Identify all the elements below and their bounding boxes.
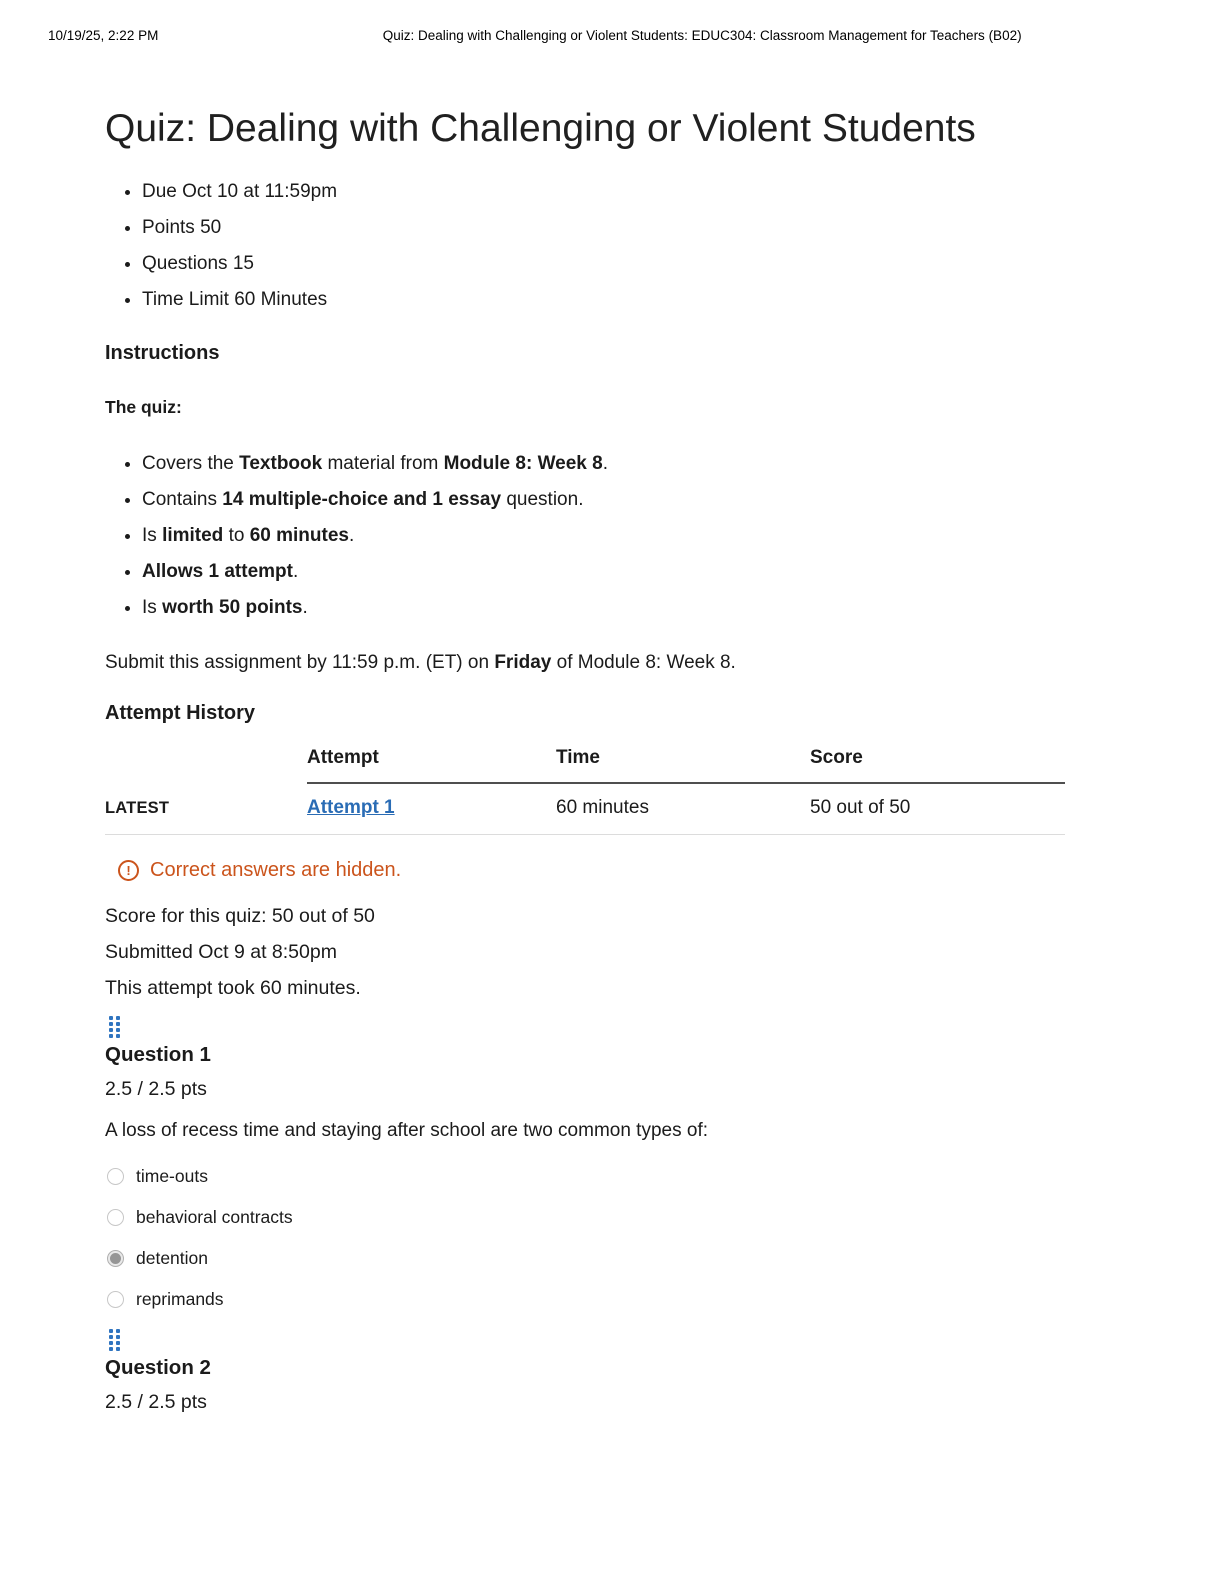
instruction-item: • Covers the Textbook material from Module 8: Week 8. <box>142 446 1065 482</box>
drag-handle-icon[interactable] <box>109 1329 120 1351</box>
submitted-line: Submitted Oct 9 at 8:50pm <box>105 941 337 963</box>
answer-option <box>107 1156 1065 1197</box>
submit-note: Submit this assignment by 11:59 p.m. (ET) on Friday of Module 8: Week 8. <box>105 652 736 673</box>
answer-option <box>107 1197 1065 1238</box>
radio-button[interactable] <box>107 1291 124 1308</box>
answer-options <box>105 1156 1065 1320</box>
drag-handle-icon[interactable] <box>109 1016 120 1038</box>
print-header-datetime: 10/19/25, 2:22 PM <box>48 28 159 43</box>
instructions-intro: The quiz: <box>105 397 182 417</box>
question-prompt: A loss of recess time and staying after school are two common types of: <box>105 1120 708 1141</box>
table-cell-score: 50 out of 50 <box>810 784 1065 835</box>
attempt-latest-label: LATEST <box>105 798 170 817</box>
result-summary <box>105 898 1065 1006</box>
answer-option-label[interactable]: behavioral contracts <box>136 1207 293 1227</box>
print-header <box>48 28 1176 43</box>
table-cell-time: 60 minutes <box>556 784 810 835</box>
question-title: Question 1 <box>105 1043 211 1066</box>
quiz-meta-list <box>105 174 1065 318</box>
correct-answers-hidden-notice <box>118 859 1065 882</box>
attempt-history-heading: Attempt History <box>105 702 256 724</box>
answer-option-label[interactable]: reprimands <box>136 1289 224 1309</box>
answer-option-label[interactable]: detention <box>136 1248 209 1268</box>
table-header-blank <box>105 735 307 784</box>
instruction-item: • Allows 1 attempt. <box>142 554 1065 590</box>
radio-button[interactable] <box>107 1250 124 1267</box>
instruction-item: • Is limited to 60 minutes. <box>142 518 1065 554</box>
question-points: 2.5 / 2.5 pts <box>105 1391 207 1413</box>
attempt-duration-line: This attempt took 60 minutes. <box>105 977 361 999</box>
question-points: 2.5 / 2.5 pts <box>105 1078 207 1100</box>
quiz-score-line: Score for this quiz: 50 out of 50 <box>105 905 375 927</box>
quiz-meta-questions: • Questions 15 <box>142 246 1065 282</box>
quiz-meta-points: • Points 50 <box>142 210 1065 246</box>
instruction-item: • Is worth 50 points. <box>142 590 1065 626</box>
table-cell-attempt <box>307 784 556 835</box>
question-2 <box>105 1356 1065 1414</box>
question-title: Question 2 <box>105 1356 211 1379</box>
question-1 <box>105 1043 1065 1320</box>
instruction-item: • Contains 14 multiple-choice and 1 essay question. <box>142 482 1065 518</box>
page-title: Quiz: Dealing with Challenging or Violent Students <box>105 107 976 150</box>
alert-circle-icon: ! <box>118 860 139 881</box>
answer-option <box>107 1238 1065 1279</box>
table-header-attempt: Attempt <box>307 735 556 784</box>
table-header-time: Time <box>556 735 810 784</box>
answer-option-label[interactable]: time-outs <box>136 1166 208 1186</box>
instructions-heading: Instructions <box>105 342 220 364</box>
table-header-score: Score <box>810 735 1065 784</box>
answer-option <box>107 1279 1065 1320</box>
quiz-meta-due: • Due Oct 10 at 11:59pm <box>142 174 1065 210</box>
print-header-document-title: Quiz: Dealing with Challenging or Violent Students: EDUC304: Classroom Management for Teachers (B02) <box>382 28 1022 43</box>
attempt-1-link[interactable]: Attempt 1 <box>307 797 395 818</box>
radio-button[interactable] <box>107 1168 124 1185</box>
quiz-meta-time-limit: • Time Limit 60 Minutes <box>142 282 1065 318</box>
radio-button[interactable] <box>107 1209 124 1226</box>
quiz-page <box>105 96 1065 1414</box>
table-row <box>105 784 307 835</box>
attempt-history-table <box>105 735 1065 835</box>
instructions-list <box>105 446 1065 626</box>
warning-text: Correct answers are hidden. <box>150 859 402 881</box>
